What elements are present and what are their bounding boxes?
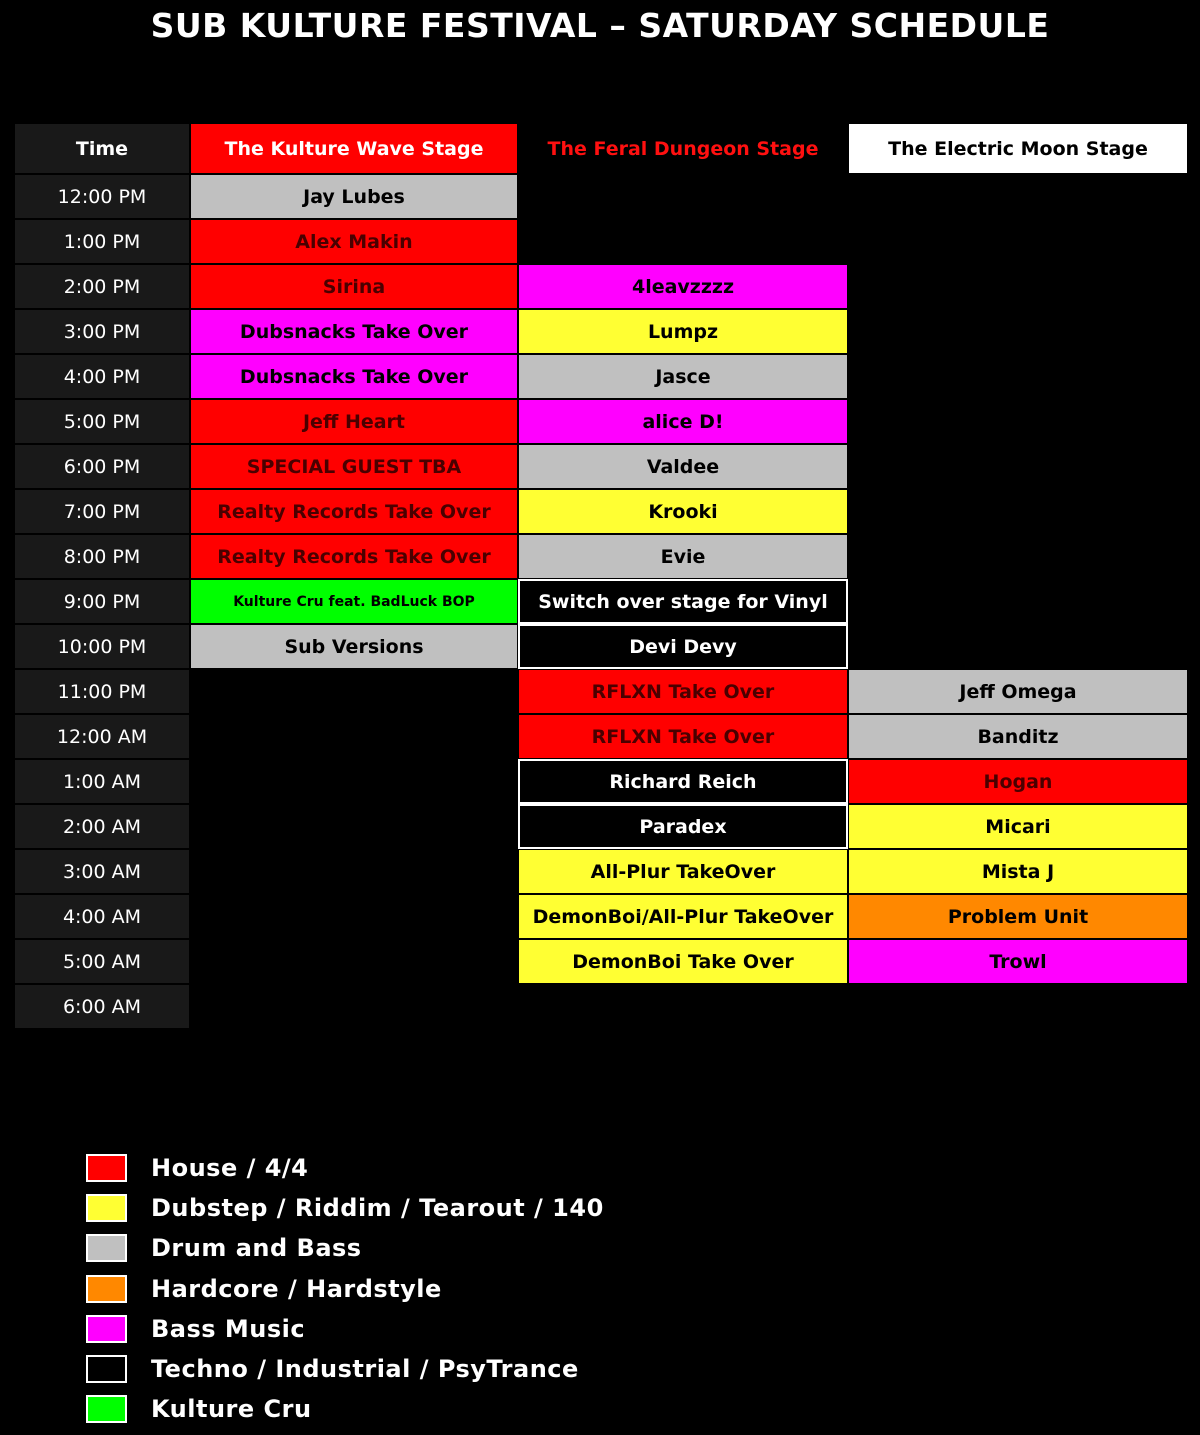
table-row	[14, 624, 1188, 669]
set-cell-electric-moon: Micari	[848, 804, 1188, 849]
legend-item	[86, 1228, 604, 1268]
set-cell-feral-dungeon: DemonBoi/All-Plur TakeOver	[518, 894, 848, 939]
set-cell-feral-dungeon: 4leavzzzz	[518, 264, 848, 309]
time-slot-label: 5:00 AM	[14, 939, 190, 984]
set-cell-feral-dungeon: DemonBoi Take Over	[518, 939, 848, 984]
legend-label: House / 4/4	[151, 1154, 309, 1183]
time-slot-label: 4:00 AM	[14, 894, 190, 939]
time-slot-label: 9:00 PM	[14, 579, 190, 624]
legend-swatch	[86, 1395, 127, 1423]
empty-cell	[848, 534, 1188, 579]
empty-cell	[848, 579, 1188, 624]
set-cell-kulture-wave: Realty Records Take Over	[190, 489, 518, 534]
legend-label: Drum and Bass	[151, 1234, 362, 1263]
schedule-table	[14, 123, 1188, 1029]
time-slot-label: 4:00 PM	[14, 354, 190, 399]
legend-swatch	[86, 1154, 127, 1182]
legend-item	[86, 1349, 604, 1389]
empty-cell	[190, 804, 518, 849]
empty-cell	[848, 984, 1188, 1029]
set-cell-feral-dungeon: RFLXN Take Over	[518, 714, 848, 759]
time-slot-label: 3:00 AM	[14, 849, 190, 894]
legend-item	[86, 1389, 604, 1429]
time-slot-label: 1:00 PM	[14, 219, 190, 264]
empty-cell	[848, 399, 1188, 444]
stage-header-electric-moon: The Electric Moon Stage	[848, 123, 1188, 174]
table-row	[14, 534, 1188, 579]
time-slot-label: 2:00 PM	[14, 264, 190, 309]
time-slot-label: 3:00 PM	[14, 309, 190, 354]
set-cell-kulture-wave: Realty Records Take Over	[190, 534, 518, 579]
empty-cell	[190, 669, 518, 714]
empty-cell	[518, 174, 848, 219]
table-row	[14, 174, 1188, 219]
table-row	[14, 984, 1188, 1029]
empty-cell	[848, 309, 1188, 354]
set-cell-electric-moon: Jeff Omega	[848, 669, 1188, 714]
empty-cell	[848, 444, 1188, 489]
set-cell-kulture-wave: Sub Versions	[190, 624, 518, 669]
empty-cell	[190, 849, 518, 894]
set-cell-electric-moon: Mista J	[848, 849, 1188, 894]
set-cell-kulture-wave: Dubsnacks Take Over	[190, 309, 518, 354]
legend-label: Kulture Cru	[151, 1395, 312, 1424]
empty-cell	[190, 714, 518, 759]
set-cell-feral-dungeon: Evie	[518, 534, 848, 579]
empty-cell	[190, 759, 518, 804]
set-cell-kulture-wave: Dubsnacks Take Over	[190, 354, 518, 399]
table-row	[14, 444, 1188, 489]
time-slot-label: 6:00 PM	[14, 444, 190, 489]
time-slot-label: 11:00 PM	[14, 669, 190, 714]
table-row	[14, 354, 1188, 399]
genre-legend	[86, 1148, 604, 1429]
empty-cell	[848, 174, 1188, 219]
stage-header-feral-dungeon: The Feral Dungeon Stage	[518, 123, 848, 174]
empty-cell	[848, 489, 1188, 534]
time-slot-label: 5:00 PM	[14, 399, 190, 444]
legend-label: Bass Music	[151, 1314, 306, 1343]
table-header-row	[14, 123, 1188, 174]
set-cell-feral-dungeon: Lumpz	[518, 309, 848, 354]
set-cell-kulture-wave: Alex Makin	[190, 219, 518, 264]
set-cell-feral-dungeon: RFLXN Take Over	[518, 669, 848, 714]
legend-item	[86, 1269, 604, 1309]
set-cell-electric-moon: Trowl	[848, 939, 1188, 984]
set-cell-kulture-wave: Jeff Heart	[190, 399, 518, 444]
set-cell-kulture-wave: Sirina	[190, 264, 518, 309]
time-slot-label: 12:00 AM	[14, 714, 190, 759]
set-cell-electric-moon: Problem Unit	[848, 894, 1188, 939]
legend-item	[86, 1309, 604, 1349]
empty-cell	[518, 984, 848, 1029]
legend-swatch	[86, 1315, 127, 1343]
empty-cell	[190, 939, 518, 984]
table-row	[14, 759, 1188, 804]
table-row	[14, 264, 1188, 309]
empty-cell	[190, 894, 518, 939]
legend-label: Hardcore / Hardstyle	[151, 1274, 442, 1303]
set-cell-feral-dungeon: Devi Devy	[518, 624, 848, 669]
legend-label: Dubstep / Riddim / Tearout / 140	[151, 1194, 604, 1223]
set-cell-feral-dungeon: alice D!	[518, 399, 848, 444]
legend-swatch	[86, 1194, 127, 1222]
table-row	[14, 309, 1188, 354]
set-cell-feral-dungeon: All-Plur TakeOver	[518, 849, 848, 894]
legend-swatch	[86, 1234, 127, 1262]
time-slot-label: 1:00 AM	[14, 759, 190, 804]
set-cell-electric-moon: Hogan	[848, 759, 1188, 804]
table-row	[14, 804, 1188, 849]
set-cell-feral-dungeon: Valdee	[518, 444, 848, 489]
table-row	[14, 939, 1188, 984]
legend-swatch	[86, 1275, 127, 1303]
empty-cell	[848, 354, 1188, 399]
table-row	[14, 714, 1188, 759]
legend-item	[86, 1188, 604, 1228]
legend-label: Techno / Industrial / PsyTrance	[151, 1355, 579, 1384]
time-slot-label: 7:00 PM	[14, 489, 190, 534]
set-cell-feral-dungeon: Richard Reich	[518, 759, 848, 804]
schedule-rows	[14, 174, 1188, 1029]
set-cell-electric-moon: Banditz	[848, 714, 1188, 759]
empty-cell	[848, 219, 1188, 264]
set-cell-feral-dungeon: Krooki	[518, 489, 848, 534]
table-row	[14, 849, 1188, 894]
time-column-header: Time	[14, 123, 190, 174]
set-cell-kulture-wave: Kulture Cru feat. BadLuck BOP	[190, 579, 518, 624]
legend-item	[86, 1148, 604, 1188]
set-cell-kulture-wave: Jay Lubes	[190, 174, 518, 219]
table-row	[14, 219, 1188, 264]
time-slot-label: 10:00 PM	[14, 624, 190, 669]
table-row	[14, 894, 1188, 939]
page-title: SUB KULTURE FESTIVAL – SATURDAY SCHEDULE	[150, 6, 1050, 45]
set-cell-feral-dungeon: Switch over stage for Vinyl	[518, 579, 848, 624]
table-row	[14, 399, 1188, 444]
set-cell-feral-dungeon: Jasce	[518, 354, 848, 399]
empty-cell	[190, 984, 518, 1029]
time-slot-label: 2:00 AM	[14, 804, 190, 849]
table-row	[14, 669, 1188, 714]
time-slot-label: 8:00 PM	[14, 534, 190, 579]
empty-cell	[848, 264, 1188, 309]
stage-header-kulture-wave: The Kulture Wave Stage	[190, 123, 518, 174]
empty-cell	[848, 624, 1188, 669]
legend-swatch	[86, 1355, 127, 1383]
set-cell-feral-dungeon: Paradex	[518, 804, 848, 849]
time-slot-label: 6:00 AM	[14, 984, 190, 1029]
empty-cell	[518, 219, 848, 264]
table-row	[14, 579, 1188, 624]
table-row	[14, 489, 1188, 534]
set-cell-kulture-wave: SPECIAL GUEST TBA	[190, 444, 518, 489]
time-slot-label: 12:00 PM	[14, 174, 190, 219]
